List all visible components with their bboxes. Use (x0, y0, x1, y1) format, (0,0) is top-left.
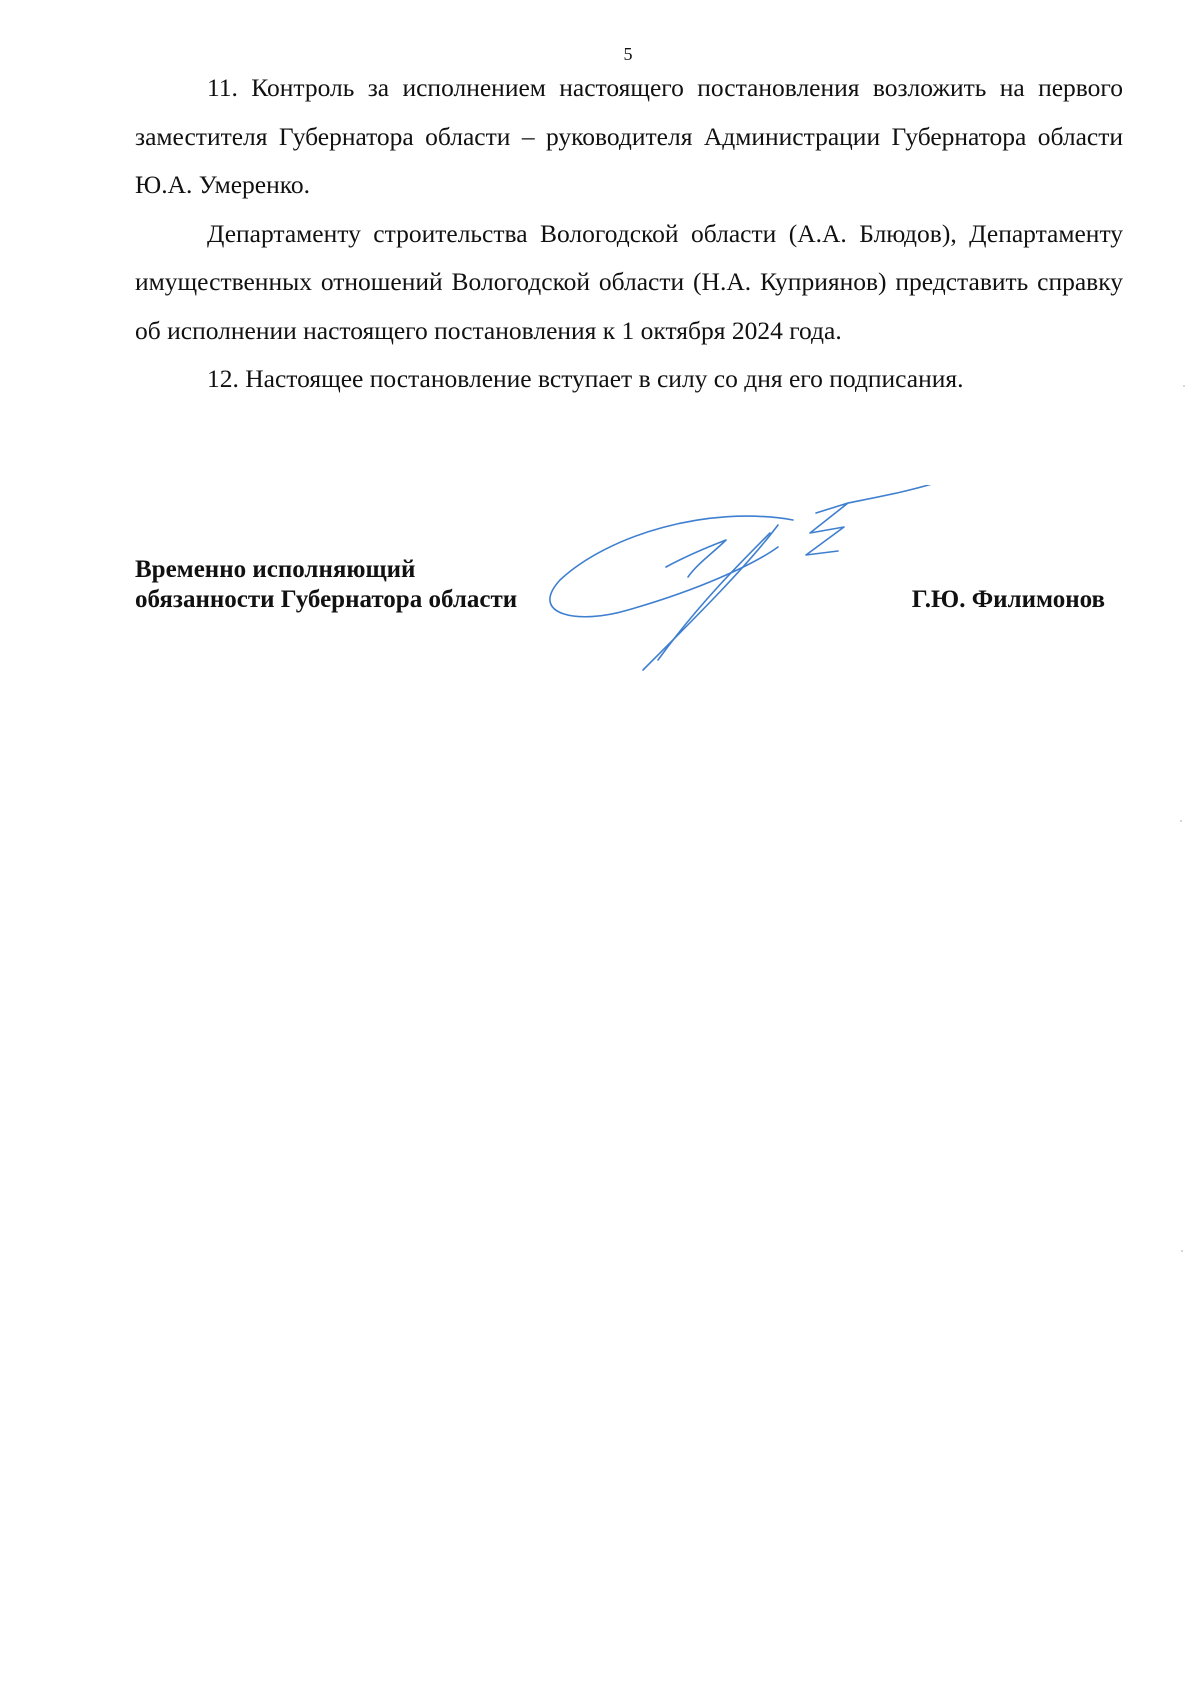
scan-speck (1181, 1250, 1183, 1252)
signature-hook (666, 540, 726, 577)
signature-tail (848, 485, 960, 503)
signatory-title-line2: обязанности Губернатора области (135, 586, 518, 613)
signature-loop (550, 516, 793, 617)
paragraph-effective-date: 12. Настоящее постановление вступает в силу со дня его подписания. (207, 364, 964, 393)
signatory-title-line1: Временно исполняющий (135, 556, 416, 583)
signature-zigzag (806, 503, 848, 555)
paragraph-report: Департаменту строительства Вологодской области (А.А. Блюдов), Департаменту имущественных отношений Вологодской области (Н.А. Куприянов) представить справку об исполнении настоящего постановления к 1 октября 2024 года. (135, 218, 1123, 345)
scan-speck (1183, 385, 1185, 387)
paragraph-control: 11. Контроль за исполнением настоящего постановления возложить на первого заместителя Губернатора области – руководителя Администрации Губернатора области Ю.А. Умеренко. (135, 73, 1123, 199)
page-number: 5 (623, 44, 633, 64)
signature-strokes (550, 485, 960, 670)
scan-speck (1180, 820, 1182, 822)
handwritten-signature-icon (548, 485, 968, 675)
signatory-name: Г.Ю. Филимонов (911, 586, 1105, 613)
document-body (135, 64, 1123, 404)
